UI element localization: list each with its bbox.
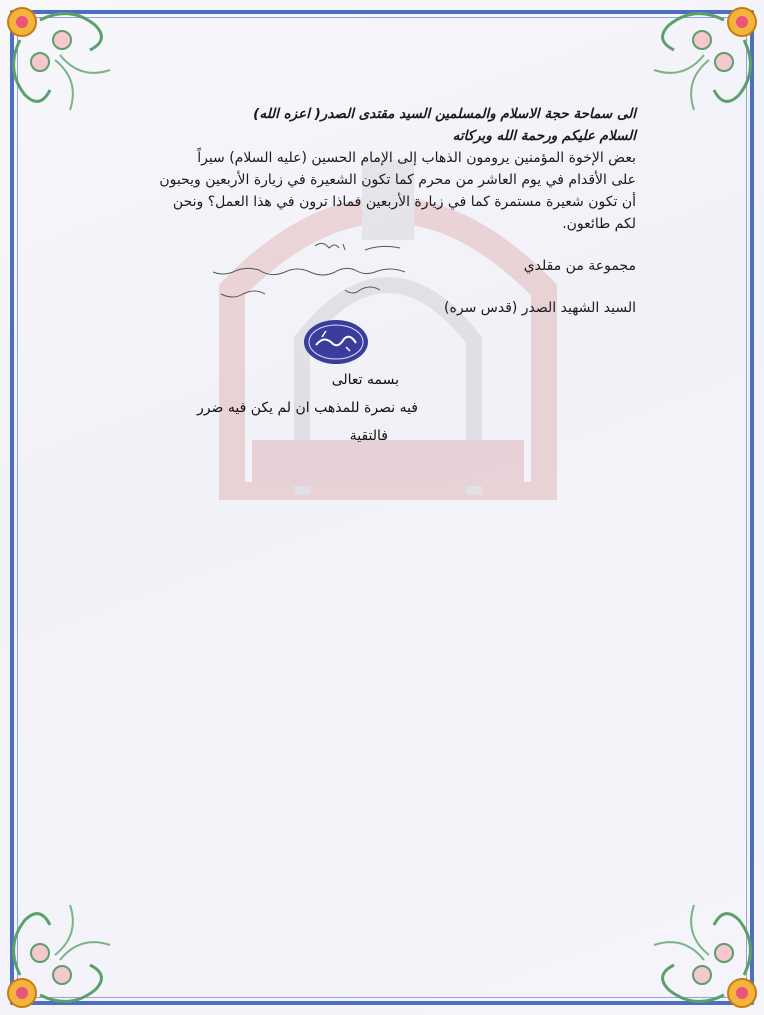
corner-ornament-top-right — [634, 0, 764, 130]
reply-basmala: بسمه تعالى — [331, 372, 399, 388]
reply-line: فالتقية — [349, 428, 388, 444]
letter-body-line: لكم طائعون. — [562, 216, 636, 232]
letter-recipient-title: السيد الشهيد الصدر (قدس سره) — [444, 300, 636, 316]
corner-ornament-bottom-right — [634, 885, 764, 1015]
corner-ornament-top-left — [0, 0, 130, 130]
reply-line: فيه نصرة للمذهب ان لم يكن فيه ضرر — [197, 400, 418, 416]
letter-heading-greeting: السلام عليكم ورحمة الله وبركاته — [452, 128, 636, 144]
letter-body-line: أن تكون شعيرة مستمرة كما في زيارة الأربعين فماذا ترون في هذا العمل؟ ونحن — [172, 194, 636, 210]
letter-heading-addressee: الى سماحة حجة الاسلام والمسلمين السيد مقتدى الصدر( اعزه الله) — [253, 106, 636, 122]
handwritten-reply-signature — [205, 238, 415, 308]
letter-body-line: على الأقدام في يوم العاشر من محرم كما تكون الشعيرة في زيارة الأربعين ويحبون — [159, 172, 636, 188]
letter-body-line: بعض الإخوة المؤمنين يرومون الذهاب إلى الإمام الحسين (عليه السلام) سيراً — [197, 150, 636, 166]
letter-sender: مجموعة من مقلدي — [523, 258, 636, 274]
official-seal — [302, 317, 370, 367]
corner-ornament-bottom-left — [0, 885, 130, 1015]
